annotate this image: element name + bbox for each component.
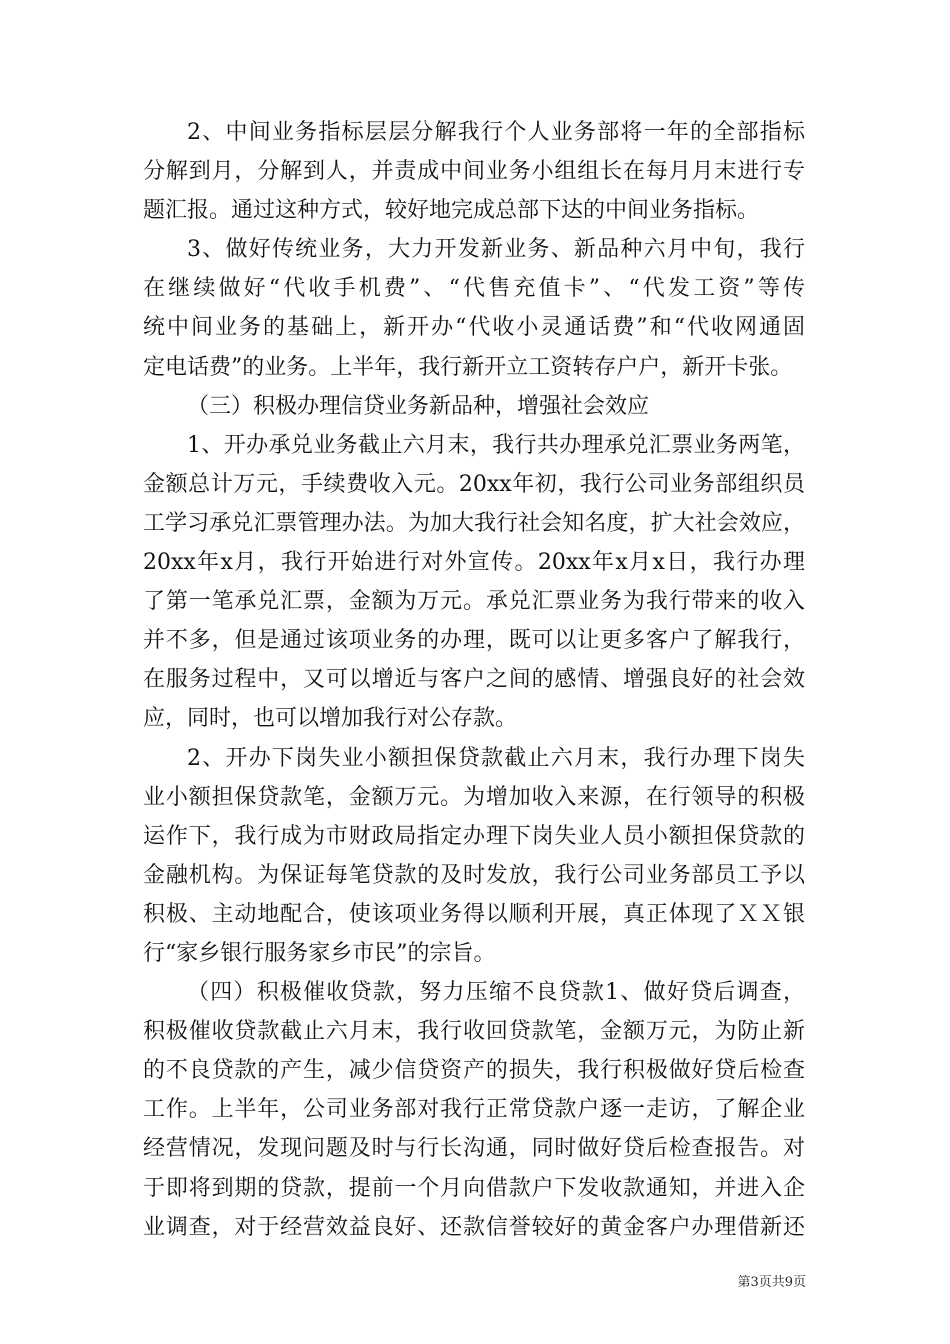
text-line-29: 业调查，对于经营效益良好、还款信誉较好的黄金客户办理借新还 [143,1214,805,1240]
text-line-11: 工学习承兑汇票管理办法。为加大我行社会知名度，扩大社会效应， [143,510,805,536]
document-body [143,113,805,1247]
text-line-12: 20xx年x月，我行开始进行对外宣传。20xx年x月x日，我行办理 [143,550,805,576]
section-heading-4: （四）积极催收贷款，努力压缩不良贷款1、做好贷后调查， [187,980,805,1006]
text-line-28: 于即将到期的贷款，提前一个月向借款户下发收款通知，并进入企 [143,1175,805,1201]
text-line-2: 分解到月，分解到人，并责成中间业务小组组长在每月月末进行专 [143,159,805,185]
text-line-19: 运作下，我行成为市财政局指定办理下岗失业人员小额担保贷款的 [143,823,805,849]
section-heading-3: （三）积极办理信贷业务新品种，增强社会效应 [187,393,650,419]
text-line-10: 金额总计万元，手续费收入元。20xx年初，我行公司业务部组织员 [143,471,805,497]
text-line-9: 1、开办承兑业务截止六月末，我行共办理承兑汇票业务两笔， [187,432,805,458]
text-line-4: 3、做好传统业务，大力开发新业务、新品种六月中旬，我行 [187,237,805,263]
text-line-26: 工作。上半年，公司业务部对我行正常贷款户逐一走访，了解企业 [143,1097,805,1123]
text-line-15: 在服务过程中，又可以增近与客户之间的感情、增强良好的社会效 [143,667,805,693]
text-line-22: 行“家乡银行服务家乡市民”的宗旨。 [143,940,496,966]
text-line-24: 积极催收贷款截止六月末，我行收回贷款笔，金额万元，为防止新 [143,1019,805,1045]
text-line-6: 统中间业务的基础上，新开办“代收小灵通话费”和“代收网通固 [143,315,805,341]
text-line-16: 应，同时，也可以增加我行对公存款。 [143,706,518,732]
text-line-5: 在继续做好“代收手机费”、“代售充值卡”、“代发工资”等传 [143,276,805,302]
text-line-20: 金融机构。为保证每笔贷款的及时发放，我行公司业务部员工予以 [143,862,805,888]
page-indicator: 第3页共9页 [737,1275,806,1290]
text-line-18: 业小额担保贷款笔，金额万元。为增加收入来源，在行领导的积极 [143,784,805,810]
text-line-13: 了第一笔承兑汇票，金额为万元。承兑汇票业务为我行带来的收入 [143,589,805,615]
text-line-3: 题汇报。通过这种方式，较好地完成总部下达的中间业务指标。 [143,198,760,224]
text-line-1: 2、中间业务指标层层分解我行个人业务部将一年的全部指标 [187,120,805,145]
text-line-21: 积极、主动地配合，使该项业务得以顺利开展，真正体现了ＸＸ银 [143,901,805,927]
text-line-25: 的不良贷款的产生，减少信贷资产的损失，我行积极做好贷后检查 [143,1058,805,1084]
text-line-7: 定电话费”的业务。上半年，我行新开立工资转存户户，新开卡张。 [143,354,793,380]
text-line-27: 经营情况，发现问题及时与行长沟通，同时做好贷后检查报告。对 [143,1136,805,1162]
text-line-14: 并不多，但是通过该项业务的办理，既可以让更多客户了解我行， [143,628,805,654]
text-line-17: 2、开办下岗失业小额担保贷款截止六月末，我行办理下岗失 [187,745,805,771]
